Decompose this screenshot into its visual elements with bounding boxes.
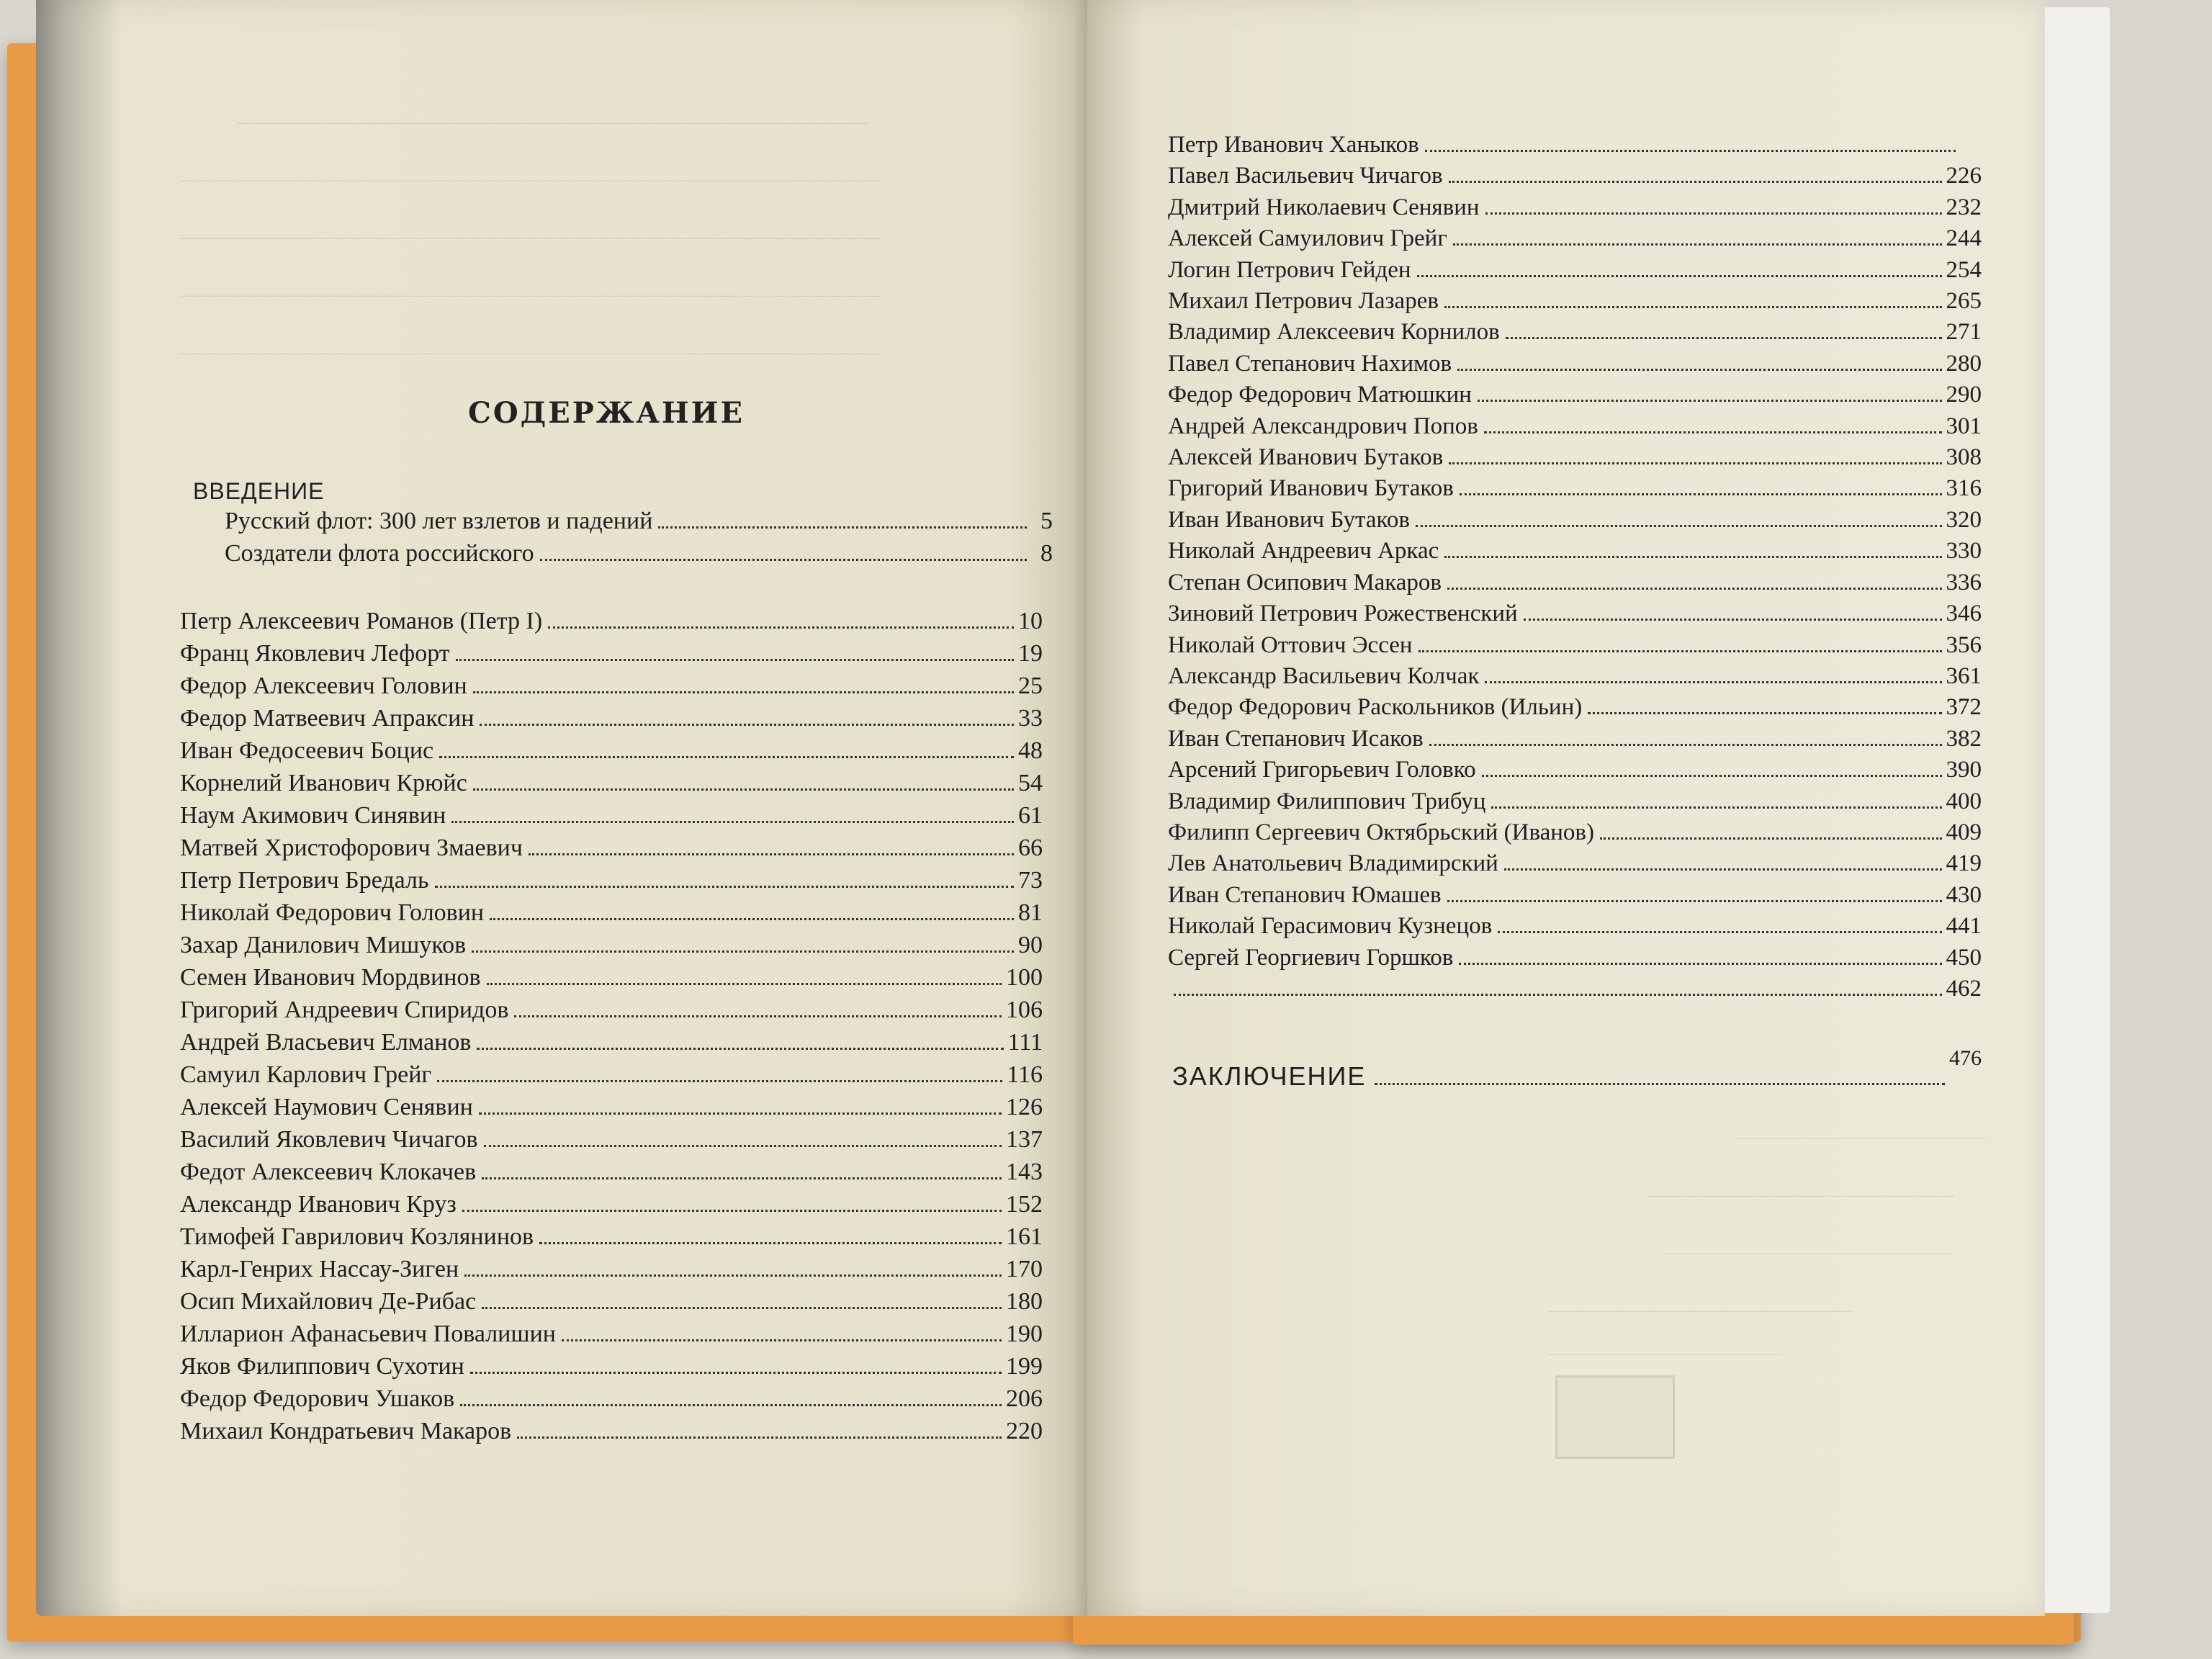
leader-dots [480, 724, 1014, 726]
entry-name: Александр Иванович Круз [180, 1191, 457, 1218]
entry-page-number: 372 [1946, 694, 1982, 721]
leader-dots [517, 1437, 1002, 1439]
entry-name: Иван Федосеевич Боцис [180, 737, 434, 764]
toc-entry [1168, 880, 1982, 911]
bleed-through-text: —————————————— [1735, 1128, 1987, 1147]
entry-page-number: 33 [1018, 705, 1043, 732]
entry-name: Матвей Христофорович Змаевич [180, 835, 523, 861]
toc-entry [1168, 692, 1982, 723]
toc-entry [180, 1156, 1043, 1188]
entry-page-number: 290 [1946, 382, 1982, 408]
toc-entry [180, 832, 1043, 864]
entry-name: Василий Яковлевич Чичагов [180, 1126, 478, 1153]
leader-dots [1447, 900, 1942, 902]
toc-entry [180, 1091, 1043, 1123]
leader-dots [1174, 994, 1942, 996]
bleed-through-text: ——————————————————————————————————————— [180, 343, 882, 362]
intro-list [225, 505, 1053, 570]
entry-name: Семен Иванович Мордвинов [180, 964, 481, 991]
toc-entry [225, 505, 1053, 537]
entry-name: Франц Яковлевич Лефорт [180, 640, 450, 667]
leader-dots [456, 659, 1014, 661]
entry-name: Захар Данилович Мишуков [180, 932, 467, 958]
leader-dots [539, 1242, 1002, 1244]
leader-dots [1460, 493, 1942, 495]
entry-name: Алексей Самуилович Грейг [1168, 225, 1447, 252]
toc-entry [1168, 786, 1982, 817]
entry-name: Самуил Карлович Грейг [180, 1061, 432, 1088]
leader-dots [1491, 806, 1941, 809]
toc-list-right [1168, 130, 1982, 1004]
entry-page-number: 462 [1946, 975, 1982, 1002]
toc-entry [1168, 473, 1982, 504]
toc-entry [180, 1188, 1043, 1220]
leader-dots [1485, 681, 1941, 683]
toc-entry [1168, 223, 1982, 254]
toc-entry [1168, 911, 1982, 942]
left-page [36, 0, 1087, 1616]
bleed-through-text: ——————————————————————————————————————— [180, 228, 882, 247]
entry-page-number: 232 [1946, 194, 1982, 220]
bleed-through-text: ————————————————— [1548, 1301, 1854, 1320]
leader-dots [1506, 337, 1942, 339]
leader-dots [1457, 369, 1941, 371]
leader-dots [1498, 931, 1941, 933]
leader-dots [473, 691, 1014, 693]
toc-list-left [180, 605, 1043, 1447]
leader-dots [479, 1112, 1002, 1115]
leader-dots [1478, 400, 1942, 402]
toc-entry [1168, 974, 1982, 1004]
leader-dots [490, 918, 1014, 920]
bleed-through-text: ————————————— [1548, 1344, 1782, 1363]
leader-dots [439, 756, 1014, 758]
leader-dots [1447, 588, 1942, 590]
leader-dots [472, 950, 1014, 953]
leader-dots [482, 1307, 1002, 1309]
entry-page-number: 106 [1006, 997, 1043, 1023]
leader-dots [1459, 963, 1941, 965]
entry-name: Корнелий Иванович Крюйс [180, 770, 467, 796]
toc-entry [1168, 505, 1982, 536]
entry-name: Федор Федорович Ушаков [180, 1385, 455, 1412]
toc-entry [1168, 630, 1982, 661]
toc-entry [1168, 817, 1982, 848]
toc-entry [180, 1253, 1043, 1285]
leader-dots [1453, 243, 1942, 246]
entry-page-number: 409 [1946, 819, 1982, 845]
entry-name: Федот Алексеевич Клокачев [180, 1159, 477, 1185]
entry-page-number: 143 [1006, 1159, 1043, 1185]
entry-page-number: 320 [1946, 506, 1982, 533]
toc-entry [1168, 567, 1982, 598]
entry-page-number: 25 [1018, 673, 1043, 699]
entry-name: Петр Иванович Ханыков [1168, 132, 1419, 158]
toc-entry [225, 537, 1053, 570]
toc-entry [180, 1382, 1043, 1415]
bleed-through-logo [1555, 1375, 1675, 1459]
leader-dots [462, 1210, 1002, 1212]
toc-entry [180, 929, 1043, 961]
toc-entry [180, 994, 1043, 1026]
leader-dots [470, 1372, 1002, 1374]
leader-dots [1444, 556, 1941, 558]
entry-name: Арсений Григорьевич Головко [1168, 757, 1476, 783]
entry-name: Николай Герасимович Кузнецов [1168, 913, 1493, 940]
entry-page-number: 137 [1006, 1126, 1043, 1153]
entry-name: Николай Оттович Эссен [1168, 631, 1413, 658]
entry-page-number: 81 [1018, 899, 1043, 926]
entry-name: Петр Петрович Бредаль [180, 867, 429, 894]
leader-dots [1444, 306, 1942, 308]
leader-dots [548, 626, 1014, 629]
entry-name: Степан Осипович Макаров [1168, 569, 1442, 595]
entry-name: Павел Степанович Нахимов [1168, 350, 1452, 377]
entry-name: Владимир Алексеевич Корнилов [1168, 319, 1500, 346]
intro-heading: ВВЕДЕНИЕ [193, 478, 325, 504]
toc-entry [180, 767, 1043, 799]
entry-page-number: 330 [1946, 538, 1982, 565]
toc-entry [1168, 411, 1982, 442]
entry-page-number: 199 [1006, 1353, 1043, 1380]
entry-name: Григорий Андреевич Спиридов [180, 997, 509, 1023]
entry-page-number: 10 [1018, 608, 1043, 634]
entry-page-number: 152 [1006, 1191, 1043, 1218]
entry-page-number: 382 [1946, 725, 1982, 752]
toc-entry [180, 1058, 1043, 1091]
leader-dots [1417, 275, 1942, 277]
entry-page-number: 206 [1006, 1385, 1043, 1412]
toc-entry [180, 605, 1043, 637]
entry-page-number: 180 [1006, 1288, 1043, 1315]
entry-page-number: 161 [1006, 1223, 1043, 1250]
entry-page-number: 400 [1946, 788, 1982, 814]
leader-dots [435, 886, 1014, 888]
toc-entry [180, 1026, 1043, 1058]
entry-page-number: 116 [1007, 1061, 1043, 1088]
conclusion-row [1172, 1046, 1982, 1092]
entry-page-number: 336 [1946, 569, 1982, 595]
entry-page-number: 430 [1946, 881, 1982, 908]
entry-name: Лев Анатольевич Владимирский [1168, 850, 1498, 877]
entry-name: Иван Степанович Юмашев [1168, 881, 1442, 908]
toc-entry [180, 734, 1043, 767]
toc-entry [180, 896, 1043, 929]
toc-entry [1168, 379, 1982, 410]
entry-page-number: 170 [1006, 1256, 1043, 1282]
entry-page-number: 190 [1006, 1321, 1043, 1347]
toc-entry [1168, 130, 1982, 161]
entry-name: Петр Алексеевич Романов (Петр I) [180, 608, 543, 634]
toc-entry [180, 1220, 1043, 1253]
entry-page-number: 254 [1946, 256, 1982, 283]
entry-page-number: 390 [1946, 757, 1982, 783]
entry-name: Логин Петрович Гейден [1168, 256, 1411, 283]
entry-page-number: 126 [1006, 1094, 1043, 1120]
entry-name: Филипп Сергеевич Октябрьский (Иванов) [1168, 819, 1595, 845]
toc-entry [1168, 349, 1982, 379]
toc-entry [180, 1285, 1043, 1318]
entry-page-number: 271 [1946, 319, 1982, 346]
entry-name: Павел Васильевич Чичагов [1168, 163, 1443, 189]
entry-name: Андрей Александрович Попов [1168, 413, 1478, 439]
leader-dots [464, 1274, 1002, 1277]
leader-dots [1588, 712, 1941, 714]
entry-name: Алексей Наумович Сенявин [180, 1094, 473, 1120]
toc-entry [180, 1123, 1043, 1156]
leader-dots [1482, 775, 1942, 777]
toc-entry [1168, 724, 1982, 755]
entry-name: Николай Федорович Головин [180, 899, 485, 926]
toc-entry [1168, 661, 1982, 692]
leader-dots [529, 853, 1014, 855]
entry-page-number: 226 [1946, 163, 1982, 189]
leader-dots [658, 526, 1027, 529]
entry-page-number: 346 [1946, 601, 1982, 627]
toc-entry [180, 1318, 1043, 1350]
entry-page-number: 361 [1946, 662, 1982, 689]
bleed-through-text: ——————————————————————————————————————— [180, 171, 882, 189]
toc-entry [1168, 536, 1982, 567]
entry-page-number: 90 [1018, 932, 1043, 958]
toc-entry [1168, 755, 1982, 786]
entry-page-number: 450 [1946, 944, 1982, 971]
toc-entry [180, 799, 1043, 832]
leader-dots [487, 983, 1002, 985]
leader-dots [514, 1015, 1002, 1017]
leader-dots [1485, 212, 1942, 215]
conclusion-label: ЗАКЛЮЧЕНИЕ [1172, 1061, 1367, 1091]
entry-name: Иван Иванович Бутаков [1168, 506, 1410, 533]
entry-name: Николай Андреевич Аркас [1168, 538, 1439, 565]
leader-dots [1449, 462, 1941, 464]
entry-name: Дмитрий Николаевич Сенявин [1168, 194, 1480, 220]
leader-dots [1504, 868, 1942, 871]
leader-dots [1419, 650, 1942, 652]
entry-page-number: 61 [1018, 802, 1043, 829]
leader-dots [460, 1404, 1002, 1406]
page-title: СОДЕРЖАНИЕ [468, 396, 745, 430]
toc-entry [180, 637, 1043, 670]
entry-name: Осип Михайлович Де-Рибас [180, 1288, 477, 1315]
entry-page-number: 19 [1018, 640, 1043, 667]
entry-name: Тимофей Гаврилович Козлянинов [180, 1223, 534, 1250]
leader-dots [1524, 619, 1942, 621]
entry-name: Иван Степанович Исаков [1168, 725, 1424, 752]
entry-page-number: 48 [1018, 737, 1043, 764]
entry-page-number: 66 [1018, 835, 1043, 861]
leader-dots [1449, 181, 1942, 183]
entry-name: Яков Филиппович Сухотин [180, 1353, 464, 1380]
entry-name: Владимир Филиппович Трибуц [1168, 788, 1486, 814]
entry-name: Александр Васильевич Колчак [1168, 662, 1480, 689]
conclusion-page: 476 [1949, 1046, 1982, 1070]
toc-entry [1168, 317, 1982, 348]
entry-name: Карл-Генрих Нассау-Зиген [180, 1256, 459, 1282]
leader-dots [1429, 744, 1942, 746]
toc-entry [180, 670, 1043, 702]
entry-name: Михаил Кондратьевич Макаров [180, 1418, 512, 1444]
entry-page-number: 244 [1946, 225, 1982, 252]
entry-name: Григорий Иванович Бутаков [1168, 475, 1454, 502]
toc-entry [180, 1350, 1043, 1382]
leader-dots [1425, 150, 1956, 152]
entry-name: Андрей Власьевич Елманов [180, 1029, 472, 1056]
leader-dots [484, 1145, 1002, 1147]
entry-name: Илларион Афанасьевич Повалишин [180, 1321, 556, 1347]
toc-entry [1168, 598, 1982, 629]
entry-name: Федор Федорович Раскольников (Ильин) [1168, 694, 1583, 721]
entry-page-number: 308 [1946, 444, 1982, 471]
leader-dots [1484, 431, 1942, 433]
leader-dots [473, 788, 1014, 791]
entry-name: Федор Федорович Матюшкин [1168, 382, 1472, 408]
toc-entry [1168, 442, 1982, 473]
toc-entry [180, 1415, 1043, 1447]
leader-dots [482, 1177, 1002, 1179]
leader-dots [540, 559, 1027, 561]
entry-page-number: 220 [1006, 1418, 1043, 1444]
leader-dots [1600, 837, 1941, 840]
leader-dots [1416, 525, 1942, 527]
entry-name: Федор Матвеевич Апраксин [180, 705, 475, 732]
entry-page-number: 5 [1040, 508, 1053, 534]
entry-name: Федор Алексеевич Головин [180, 673, 467, 699]
entry-name: Алексей Иванович Бутаков [1168, 444, 1444, 471]
entry-page-number: 419 [1946, 850, 1982, 877]
bleed-through-text: ————————————————— [1649, 1186, 1955, 1205]
entry-page-number: 111 [1007, 1029, 1043, 1056]
toc-entry [180, 864, 1043, 896]
leader-dots [477, 1048, 1003, 1050]
entry-name: Создатели флота российского [225, 540, 534, 567]
bleed-through-text: ——————————————————————————————————————— [180, 286, 882, 305]
entry-name: Михаил Петрович Лазарев [1168, 288, 1439, 315]
toc-entry [1168, 286, 1982, 317]
entry-page-number: 73 [1018, 867, 1043, 894]
entry-page-number: 280 [1946, 350, 1982, 377]
entry-name: Сергей Георгиевич Горшков [1168, 944, 1454, 971]
bleed-through-text: ———————————————— [1663, 1244, 1951, 1262]
entry-page-number: 356 [1946, 631, 1982, 658]
entry-page-number: 316 [1946, 475, 1982, 502]
leader-dots [1375, 1083, 1945, 1085]
entry-page-number: 441 [1946, 913, 1982, 940]
leader-dots [451, 821, 1014, 823]
leader-dots [437, 1080, 1002, 1082]
toc-entry [1168, 255, 1982, 286]
entry-name: Русский флот: 300 лет взлетов и падений [225, 508, 653, 534]
entry-name: Наум Акимович Синявин [180, 802, 446, 829]
toc-entry [180, 702, 1043, 734]
entry-page-number: 100 [1006, 964, 1043, 991]
leader-dots [562, 1339, 1002, 1341]
toc-entry [1168, 943, 1982, 974]
entry-page-number: 301 [1946, 413, 1982, 439]
toc-entry [1168, 192, 1982, 223]
entry-page-number: 265 [1946, 288, 1982, 315]
toc-entry [1168, 848, 1982, 879]
entry-name: Зиновий Петрович Рожественский [1168, 601, 1518, 627]
toc-entry [180, 961, 1043, 994]
bleed-through-text: ——————————————————————————————————— [238, 113, 868, 132]
entry-page-number: 8 [1040, 540, 1053, 567]
toc-entry [1168, 161, 1982, 192]
entry-page-number: 54 [1018, 770, 1043, 796]
